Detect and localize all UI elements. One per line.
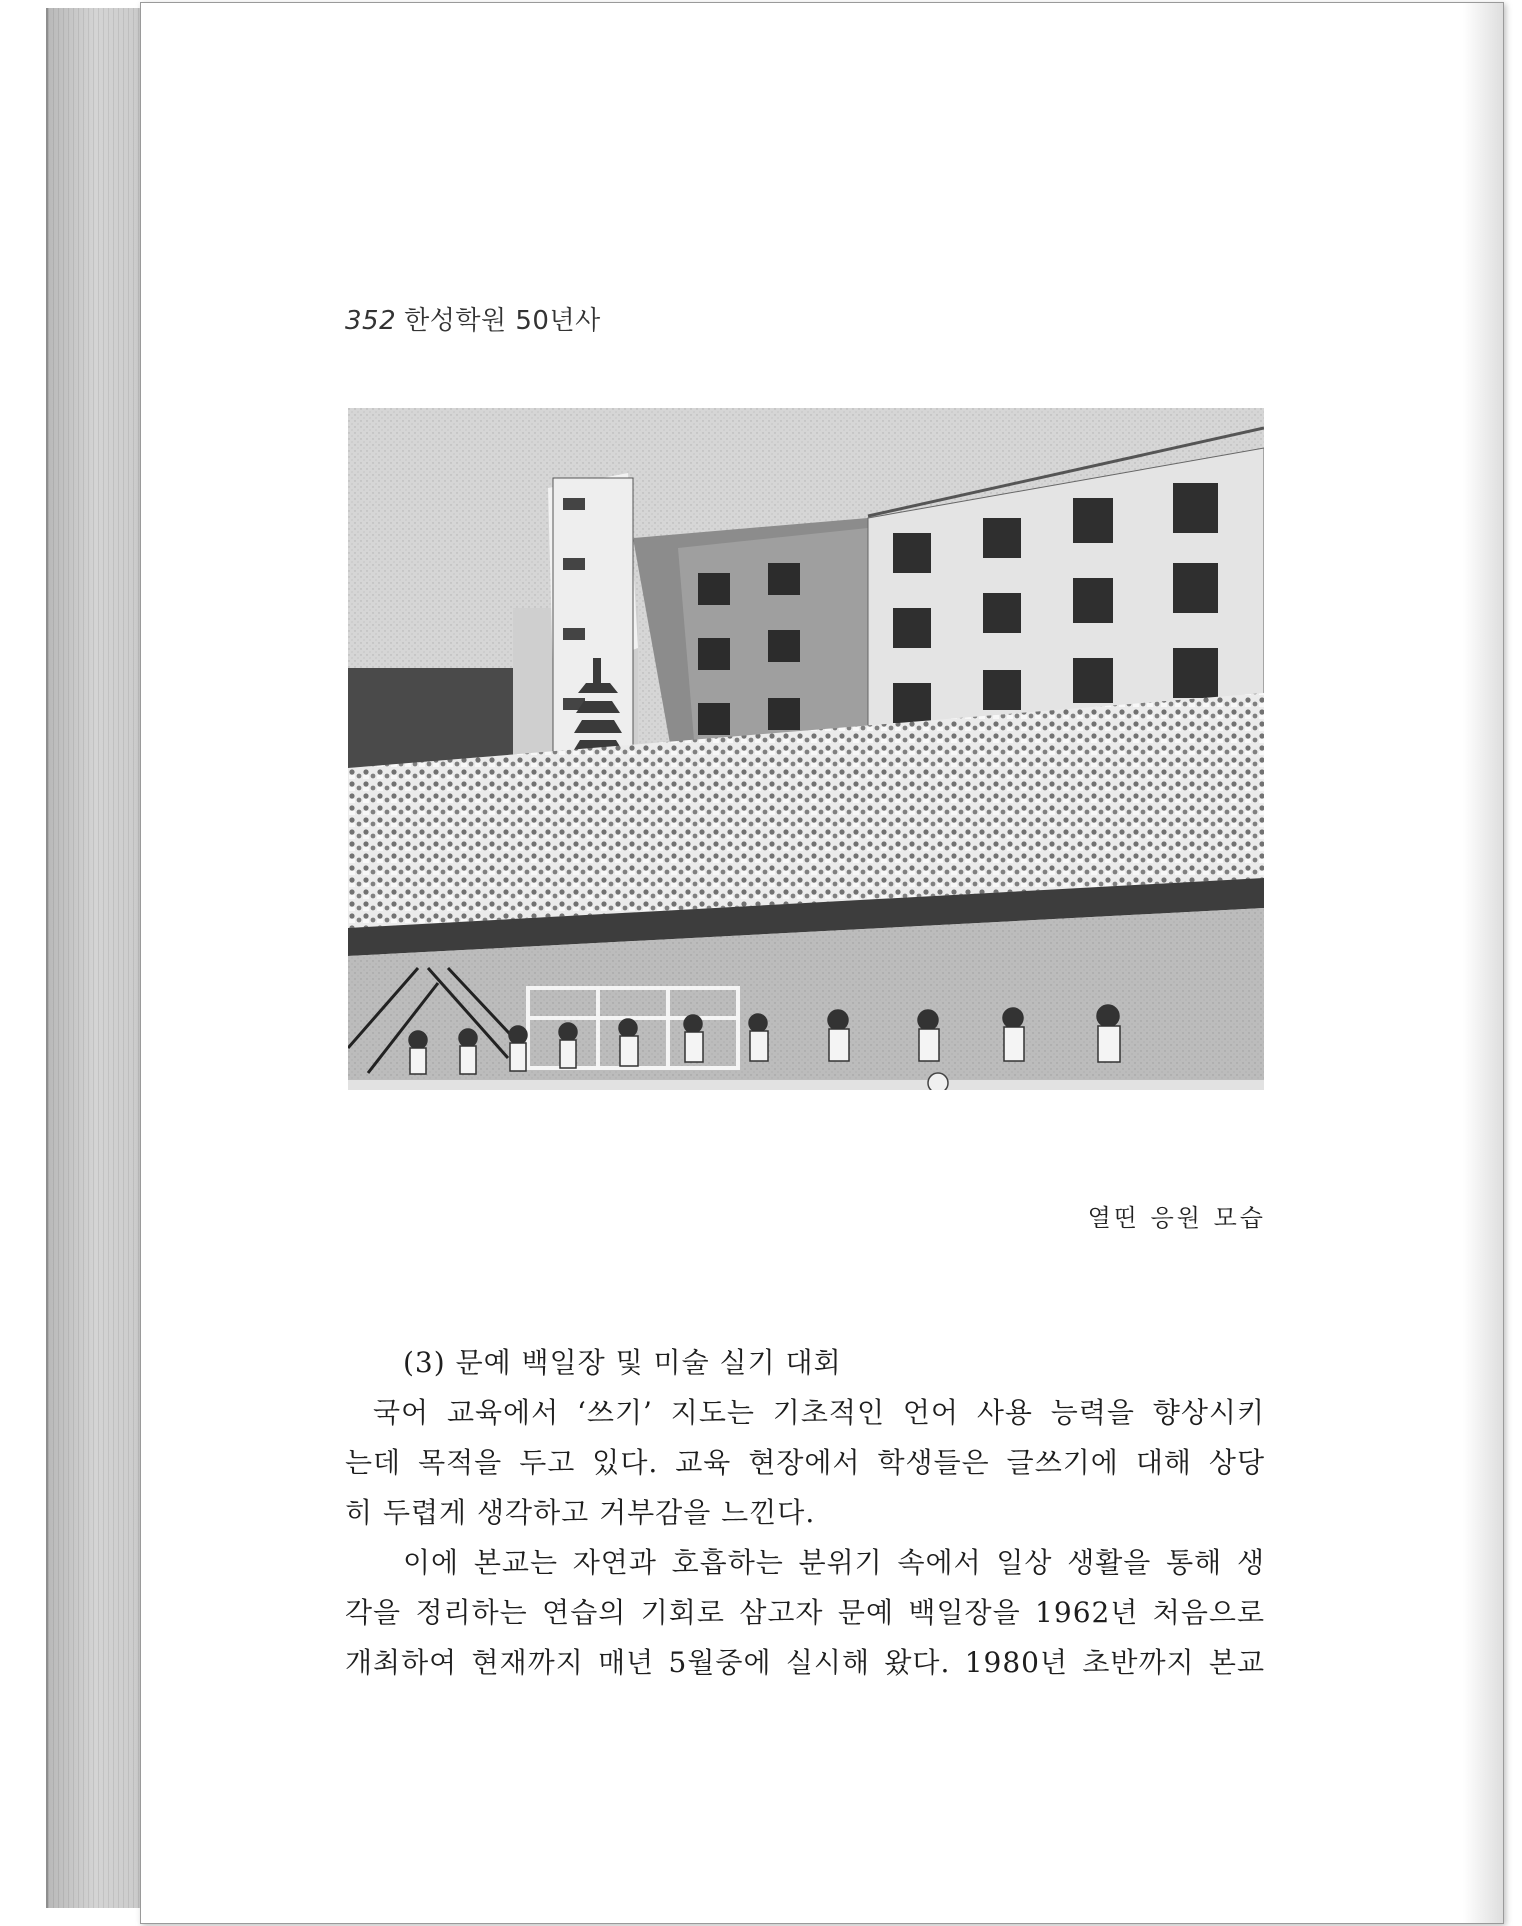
paragraph1-line3: 히 두렵게 생각하고 거부감을 느낀다. [345, 1496, 816, 1529]
page-shading [1463, 3, 1503, 1923]
section-heading: (3) 문예 백일장 및 미술 실기 대회 [403, 1346, 842, 1379]
running-header [345, 300, 601, 337]
paragraph1-line1: 국어 교육에서 ‘쓰기’ 지도는 기초적인 언어 사용 능력을 향상시키 [373, 1396, 1265, 1429]
paragraph1-line2: 는데 목적을 두고 있다. 교육 현장에서 학생들은 글쓰기에 대해 상당 [345, 1446, 1265, 1479]
paragraph2-line2: 각을 정리하는 연습의 기회로 삼고자 문예 백일장을 1962년 처음으로 [345, 1596, 1265, 1629]
book-title: 한성학원 50년사 [404, 306, 601, 336]
cheering-photo-illustration [348, 408, 1264, 1090]
paragraph2-line3: 개최하여 현재까지 매년 5월중에 실시해 왔다. 1980년 초반까지 본교 [345, 1646, 1265, 1679]
photo-caption: 열띤 응원 모습 [1087, 1204, 1266, 1232]
cheering-photo [348, 408, 1264, 1090]
page-number: 352 [345, 306, 397, 336]
paragraph2-line1: 이에 본교는 자연과 호흡하는 분위기 속에서 일상 생활을 통해 생 [403, 1546, 1265, 1579]
body-text [345, 1338, 1265, 1688]
